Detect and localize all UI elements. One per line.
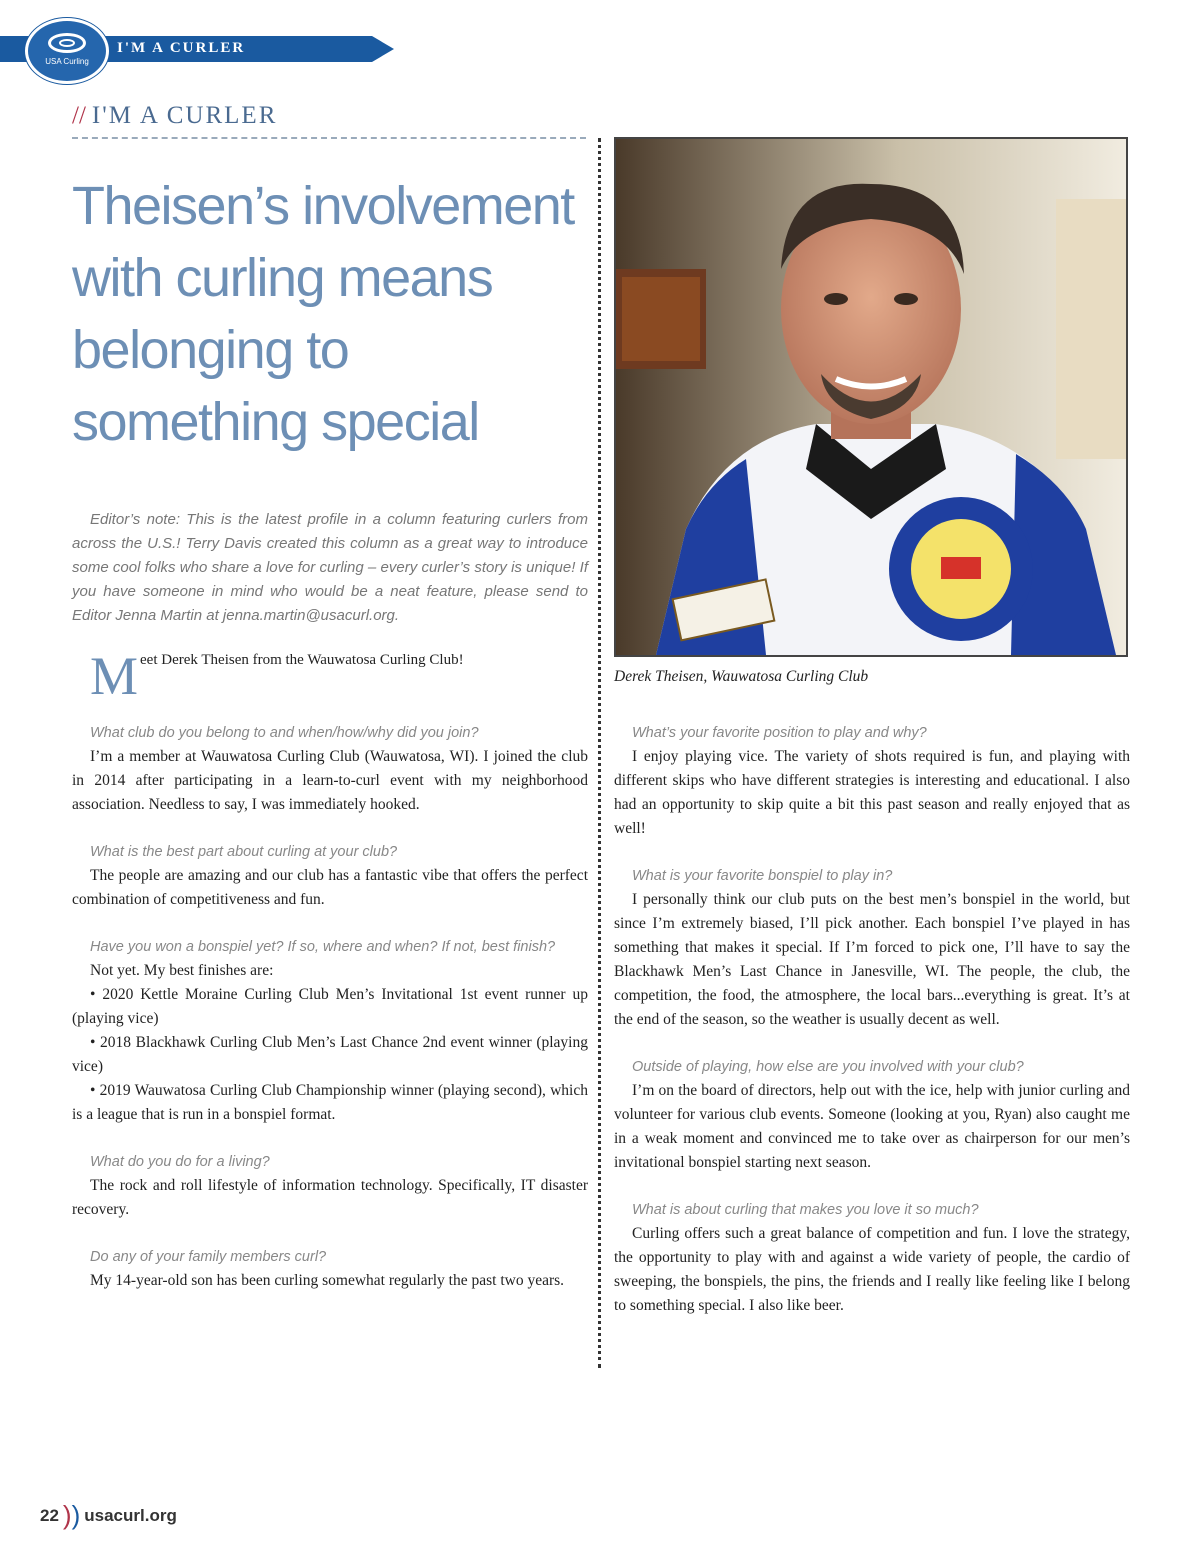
question: What do you do for a living? bbox=[90, 1154, 270, 1170]
editors-note: Editor’s note: This is the latest profile in a column featuring curlers from across the U.S.! Terry Davis created this column as a great way to introduce some cool folks who share a love for curling – every curler’s story is unique! If you have someone in mind who would be a neat feature, please send to Editor Jenna Martin at jenna.martin@usacurl.org. bbox=[72, 511, 588, 624]
qa-item bbox=[72, 1245, 588, 1293]
question: Outside of playing, how else are you involved with your club? bbox=[632, 1059, 1024, 1075]
logo-text: USA Curling bbox=[45, 57, 89, 66]
banner-label: I'M A CURLER bbox=[117, 40, 246, 56]
answer: I’m a member at Wauwatosa Curling Club (Wauwatosa, WI). I joined the club in 2014 after participating in a learn-to-curl event with my neighborhood association. Needless to say, I was immediately hooked. bbox=[72, 748, 588, 813]
curling-stone-icon bbox=[48, 33, 86, 53]
qa-item bbox=[72, 935, 588, 1127]
section-label-text: I'M A CURLER bbox=[91, 102, 278, 129]
question: What is your favorite bonspiel to play in? bbox=[632, 868, 893, 884]
footer-brackets-icon: )) bbox=[62, 1500, 81, 1530]
qa-item bbox=[72, 840, 588, 912]
page-footer bbox=[40, 1500, 177, 1531]
qa-item bbox=[614, 721, 1130, 841]
profile-photo bbox=[614, 137, 1128, 657]
answer: I enjoy playing vice. The variety of shots required is fun, and playing with different skips who have different strategies is interesting and educational. I also had an opportunity to skip quite a bit this past season and really enjoyed that as well! bbox=[614, 748, 1130, 837]
answer: The people are amazing and our club has a fantastic vibe that offers the perfect combination of competitiveness and fun. bbox=[72, 867, 588, 908]
question: Have you won a bonspiel yet? If so, where and when? If not, best finish? bbox=[90, 939, 556, 955]
question: What is about curling that makes you love it so much? bbox=[632, 1202, 979, 1218]
right-column bbox=[614, 721, 1130, 1341]
section-divider bbox=[72, 137, 586, 139]
article-headline: Theisen’s involvement with curling means belonging to something special bbox=[72, 176, 574, 452]
article-intro bbox=[90, 646, 590, 706]
answer: Curling offers such a great balance of competition and fun. I love the strategy, the opportunity to play with and against a wide variety of people, the cardio of sweeping, the bonspiels, the pins, the friends and I really like feeling like I belong to something special. I also like beer. bbox=[614, 1225, 1130, 1314]
dropcap: M bbox=[90, 646, 139, 706]
question: Do any of your family members curl? bbox=[90, 1249, 327, 1265]
finish-bullet: • 2019 Wauwatosa Curling Club Championship winner (playing second), which is a league that is run in a bonspiel format. bbox=[72, 1082, 588, 1123]
section-label bbox=[72, 102, 277, 130]
answer: The rock and roll lifestyle of information technology. Specifically, IT disaster recovery. bbox=[72, 1177, 588, 1218]
section-slashes: // bbox=[72, 102, 86, 129]
finish-bullet: • 2018 Blackhawk Curling Club Men’s Last Chance 2nd event winner (playing vice) bbox=[72, 1034, 588, 1075]
finish-bullet: • 2020 Kettle Moraine Curling Club Men’s Invitational 1st event runner up (playing vice) bbox=[72, 986, 588, 1027]
qa-item bbox=[72, 1150, 588, 1222]
answer: I personally think our club puts on the best men’s bonspiel in the world, but since I’m extremely biased, I’ll pick another. Each bonspiel I’ve played in has something that makes it special. If I’m forced to pick one, I’ll have to say the Blackhawk Men’s Last Chance in Janesville, WI. The people, the club, the competition, the food, the atmosphere, the local bars...everything is great. It’s at the end of the season, so the weather is usually decent as well. bbox=[614, 891, 1130, 1028]
answer: I’m on the board of directors, help out with the ice, help with junior curling and volunteer for various club events. Someone (looking at you, Ryan) also caught me in a weak moment and convinced me to take over as chairperson for our men’s invitational bonspiel starting next season. bbox=[614, 1082, 1130, 1171]
qa-item bbox=[614, 1198, 1130, 1318]
qa-item bbox=[614, 1055, 1130, 1175]
page-number: 22 bbox=[40, 1506, 59, 1525]
footer-site-link[interactable]: usacurl.org bbox=[84, 1506, 177, 1525]
photo-caption: Derek Theisen, Wauwatosa Curling Club bbox=[614, 668, 869, 685]
profile-photo-illustration bbox=[616, 139, 1126, 655]
qa-item bbox=[72, 721, 588, 817]
question: What is the best part about curling at your club? bbox=[90, 844, 398, 860]
intro-text: eet Derek Theisen from the Wauwatosa Curling Club! bbox=[140, 652, 464, 668]
answer: Not yet. My best finishes are: bbox=[90, 962, 274, 979]
question: What’s your favorite position to play and why? bbox=[632, 725, 927, 741]
qa-item bbox=[614, 864, 1130, 1032]
left-column bbox=[72, 721, 588, 1316]
question: What club do you belong to and when/how/why did you join? bbox=[90, 725, 479, 741]
column-divider bbox=[598, 138, 601, 1368]
answer: My 14-year-old son has been curling somewhat regularly the past two years. bbox=[90, 1272, 565, 1289]
usa-curling-logo[interactable] bbox=[25, 18, 109, 84]
